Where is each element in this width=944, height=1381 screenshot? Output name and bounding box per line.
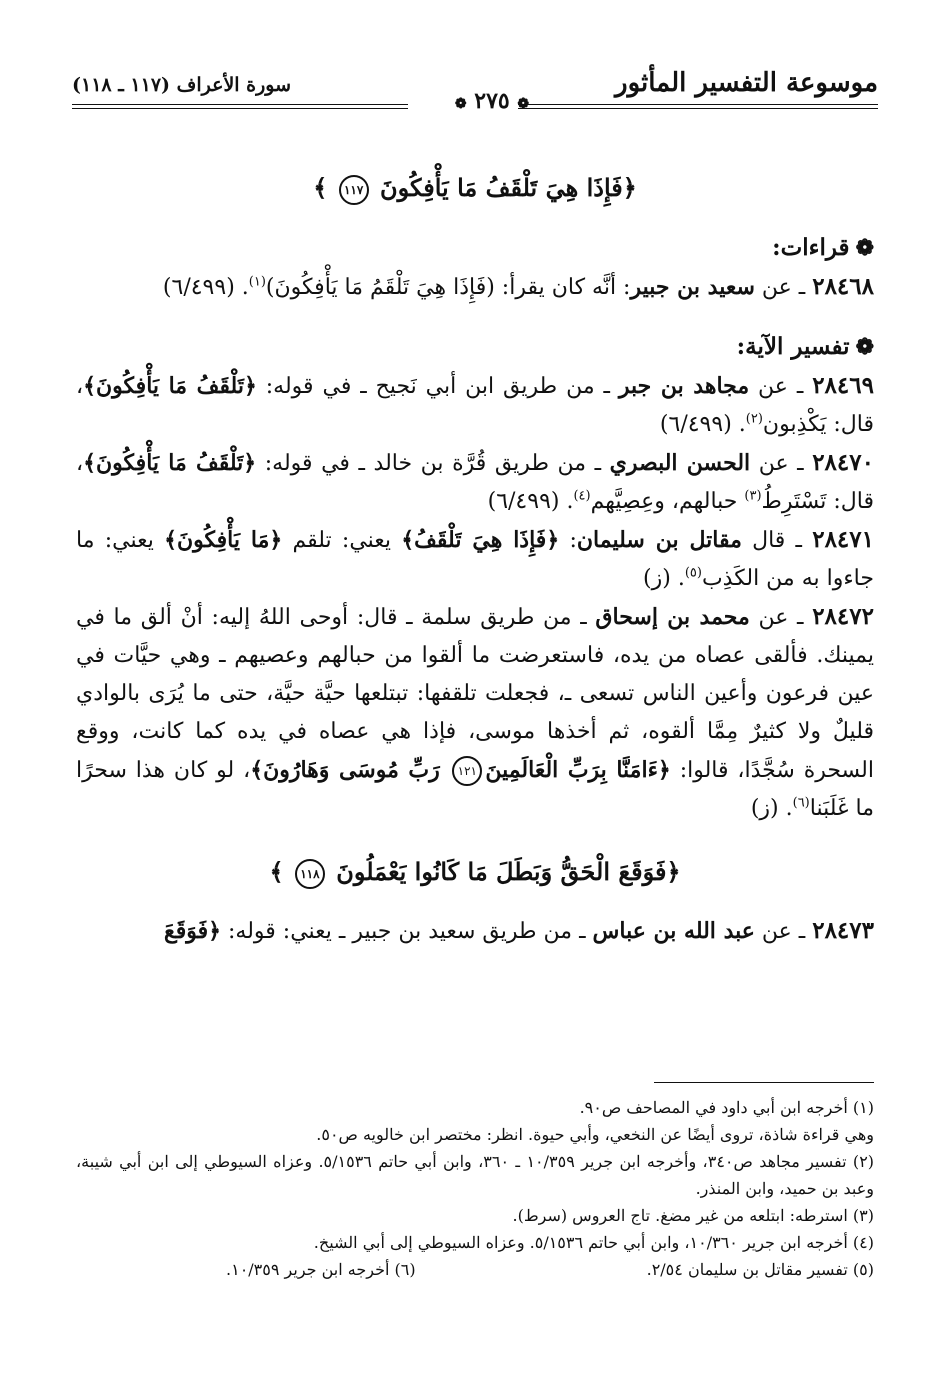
narration-number: ٢٨٤٦٨ bbox=[812, 273, 874, 300]
narration-entry bbox=[76, 598, 874, 828]
quran-quote: ﴿مَا يَأْفِكُونَ﴾ bbox=[164, 527, 283, 553]
header-rule-left bbox=[72, 104, 408, 105]
verse-number-marker: ١١٨ bbox=[295, 859, 325, 889]
narration-text: ـ عن bbox=[754, 919, 813, 944]
footnote-marker: (٤) bbox=[573, 488, 591, 504]
narration-entry bbox=[76, 367, 874, 444]
footnote-marker: (٥) bbox=[684, 565, 702, 581]
source-reference: . (ز) bbox=[643, 566, 685, 591]
narration-number: ٢٨٤٧٠ bbox=[812, 449, 874, 476]
quran-quote: ﴿تَلْقَفُ مَا يَأْفِكُونَ﴾ bbox=[83, 450, 257, 476]
footnote-1-continued: وهي قراءة شاذة، تروى أيضًا عن النخعي، وأبي حيوة. انظر: مختصر ابن خالويه ص٥٠. bbox=[316, 1125, 874, 1144]
narration-number: ٢٨٤٦٩ bbox=[812, 372, 874, 399]
footnote-1: (١) أخرجه ابن أبي داود في المصاحف ص٩٠. bbox=[579, 1098, 874, 1117]
narration-text: ـ من طريق سلمة ـ قال: أوحى اللهُ إليه: أنْ ألق ما في يمينك. فألقى عصاه من يده، فاستعرضت ما ألقوا من حبالهم وعصيهم ـ وهي حيَّات في عين فرعون وأعين الناس تسعى ـ، فجعلت تلقفها: تبتلعها حيَّة حيَّة، حتى ما يُرَى بالوادي قليلٌ ولا كثيرٌ مِمَّا ألقوه، ثم أخذها موسى، فإذا هي عصاه في يده كما كانت، ووقع السحرة سُجَّدًا، قالوا: bbox=[76, 605, 874, 783]
narrator-name: عبد الله بن عباس bbox=[592, 918, 755, 944]
quran-quote: ﴿فَإِذَا هِيَ تَلْقَفُ﴾ bbox=[401, 527, 560, 553]
narration-number: ٢٨٤٧٣ bbox=[812, 917, 874, 944]
narration-text: ـ قال bbox=[741, 528, 813, 553]
narration-entry bbox=[76, 268, 874, 307]
footnote-row bbox=[76, 1256, 874, 1283]
narration-number: ٢٨٤٧٢ bbox=[812, 603, 874, 630]
narrator-name: مجاهد بن جبر bbox=[618, 373, 750, 399]
narration-text: ـ من طريق قُرَّة بن خالد ـ في قوله: bbox=[256, 451, 610, 476]
quran-quote: رَبِّ مُوسَى وَهَارُونَ﴾ bbox=[250, 757, 450, 783]
verse-number-marker: ١١٧ bbox=[339, 175, 369, 205]
narration-text: يعني: ما جاءوا به من الكَذِب bbox=[76, 528, 874, 591]
narration-text: ، لو كان هذا سحرًا ما غَلَبَنا bbox=[76, 758, 874, 821]
quran-quote: ﴿فَوَقَعَ bbox=[164, 918, 221, 944]
quran-quote: ﴿تَلْقَفُ مَا يَأْفِكُونَ﴾ bbox=[83, 373, 257, 399]
narration-text: حبالهم، وعِصِيَّهم bbox=[590, 489, 745, 514]
quran-quote: ﴿ءَامَنَّا بِرَبِّ الْعَالَمِينَ bbox=[485, 757, 671, 783]
verse-text: ﴿فَوَقَعَ الْحَقُّ وَبَطَلَ مَا كَانُوا يَعْمَلُونَ bbox=[336, 857, 681, 886]
narration-text: ـ عن bbox=[749, 374, 813, 399]
footnote-2: (٢) تفسير مجاهد ص٣٤٠، وأخرجه ابن جرير ١٠/٣٥٩ ـ ٣٦٠، وابن أبي حاتم ٥/١٥٣٦. وعزاه السيوطي إلى ابن أبي شيبة، وعبد بن حميد، وابن المنذر. bbox=[76, 1152, 875, 1198]
footnote-marker: (٢) bbox=[745, 411, 763, 427]
source-reference: . (ز) bbox=[750, 796, 793, 821]
book-title: موسوعة التفسير المأثور bbox=[615, 68, 878, 98]
main-content bbox=[76, 168, 874, 951]
verse-close-bracket: ﴾ bbox=[313, 173, 328, 202]
footnote-3: (٣) استرطه: ابتلعه من غير مضغ. تاج العروس (سرط). bbox=[512, 1206, 874, 1225]
section-heading-text: تفسير الآية: bbox=[736, 333, 850, 360]
verse-text: ﴿فَإِذَا هِيَ تَلْقَفُ مَا يَأْفِكُونَ bbox=[379, 173, 637, 202]
section-heading-tafsir bbox=[76, 327, 874, 367]
narration-text: يعني: تلقم bbox=[282, 528, 402, 553]
narration-text: ـ من طريق ابن أبي نَجيح ـ في قوله: bbox=[256, 374, 619, 399]
narration-entry bbox=[76, 444, 874, 521]
narration-text: ـ عن bbox=[750, 451, 813, 476]
header-rule-right-2 bbox=[518, 108, 878, 109]
narration-entry bbox=[76, 912, 874, 951]
flower-icon: ❁ bbox=[855, 235, 874, 261]
footnote-marker: (٣) bbox=[744, 488, 762, 504]
source-reference: . (٦/٤٩٩) bbox=[487, 489, 574, 514]
footnote-5: (٥) تفسير مقاتل بن سليمان ٢/٥٤. bbox=[646, 1260, 874, 1279]
narration-text: ـ عن bbox=[749, 605, 813, 630]
footnote-separator bbox=[654, 1082, 874, 1083]
flower-icon: ❁ bbox=[855, 334, 874, 360]
narrator-name: مقاتل بن سليمان bbox=[576, 527, 742, 553]
narration-text: : أنَّه كان يقرأ: (فَإِذَا هِيَ تَلْقَمُ مَا يَأْفِكُونَ) bbox=[265, 275, 631, 300]
narrator-name: سعيد بن جبير bbox=[630, 274, 755, 300]
ornament-icon: ❁ bbox=[454, 96, 467, 112]
header-rule-left-2 bbox=[72, 108, 408, 109]
surah-title: سورة الأعراف (١١٧ ـ ١١٨) bbox=[72, 74, 292, 96]
header-rule-right bbox=[518, 104, 878, 105]
running-header bbox=[72, 66, 878, 122]
source-reference: . (٦/٤٩٩) bbox=[162, 275, 249, 300]
narration-text: : bbox=[559, 528, 577, 553]
verse-number-marker: ١٢١ bbox=[452, 756, 482, 786]
quran-verse-118 bbox=[76, 852, 874, 892]
source-reference: . (٦/٤٩٩) bbox=[659, 412, 746, 437]
narration-text: ـ من طريق سعيد بن جبير ـ يعني: قوله: bbox=[221, 919, 593, 944]
quran-verse-117 bbox=[76, 168, 874, 208]
footnote-4: (٤) أخرجه ابن جرير ١٠/٣٦٠، وابن أبي حاتم ٥/١٥٣٦. وعزاه السيوطي إلى أبي الشيخ. bbox=[313, 1233, 874, 1252]
page-number: ٢٧٥ bbox=[474, 88, 510, 114]
section-heading-text: قراءات: bbox=[772, 234, 850, 261]
narration-text: ، قال: يَكْذِبون bbox=[76, 374, 874, 437]
footnote-marker: (١) bbox=[248, 274, 266, 290]
narration-text: ، قال: تَسْتَرِطُ bbox=[76, 451, 874, 514]
narration-text: ـ عن bbox=[754, 275, 813, 300]
footnote-marker: (٦) bbox=[792, 795, 810, 811]
narration-number: ٢٨٤٧١ bbox=[812, 526, 874, 553]
footnotes bbox=[76, 1094, 874, 1283]
verse-close-bracket: ﴾ bbox=[269, 857, 284, 886]
ornament-icon: ❁ bbox=[517, 96, 530, 112]
footnote-6: (٦) أخرجه ابن جرير ١٠/٣٥٩. bbox=[226, 1260, 416, 1279]
section-heading-qiraat bbox=[76, 228, 874, 268]
page-number-block bbox=[416, 88, 568, 114]
narrator-name: محمد بن إسحاق bbox=[595, 604, 750, 630]
narrator-name: الحسن البصري bbox=[609, 450, 751, 476]
narration-entry bbox=[76, 521, 874, 598]
